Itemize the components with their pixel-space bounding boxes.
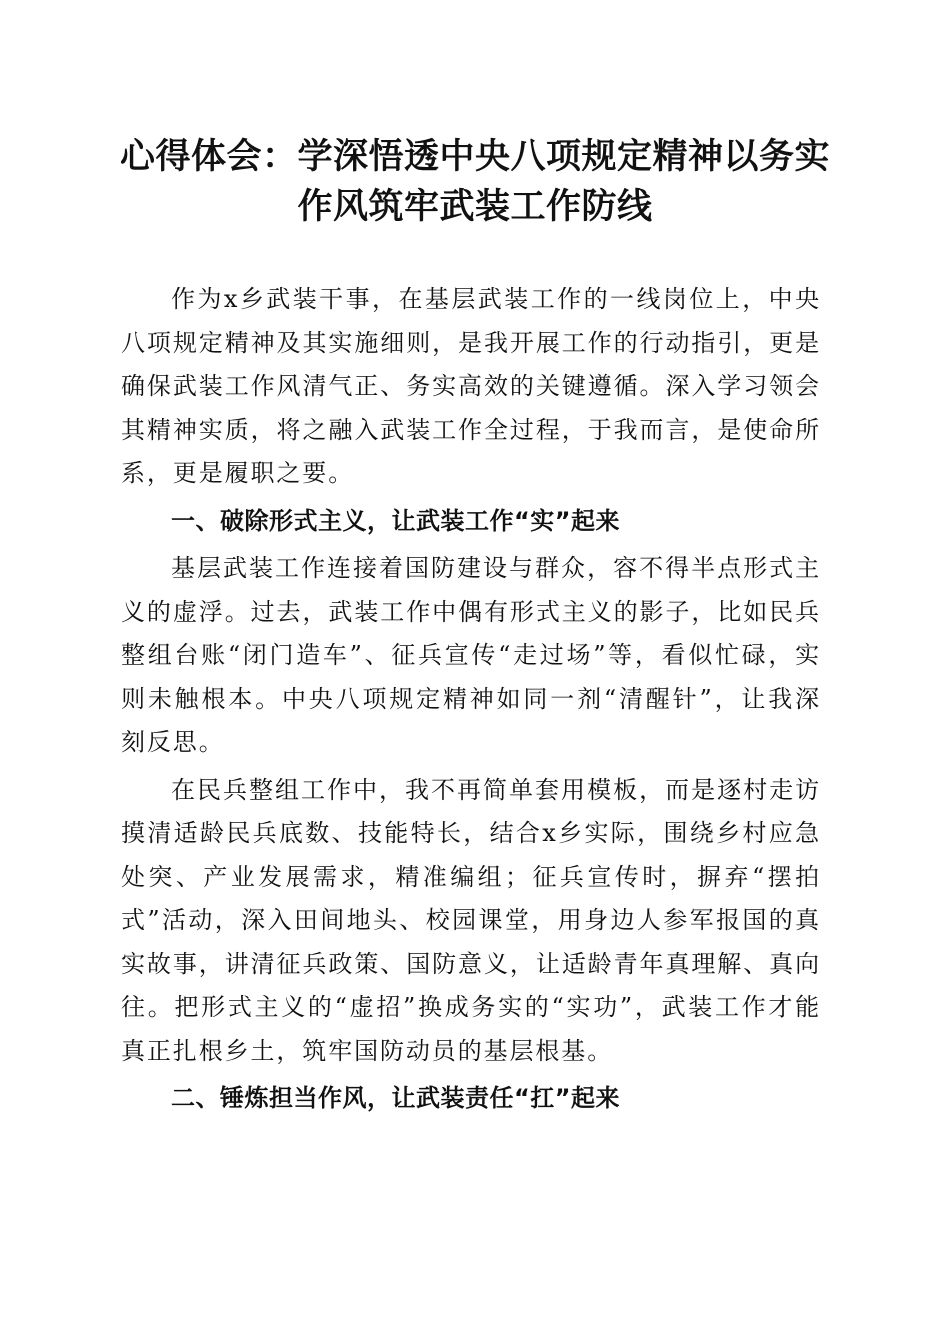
document-title bbox=[100, 132, 850, 232]
section-1-paragraph-2: 在民兵整组工作中，我不再简单套用模板，而是逐村走访摸清适龄民兵底数、技能特长，结合x乡实际，围绕乡村应急处突、产业发展需求，精准编组；征兵宣传时，摒弃“摆拍式”活动，深入田间地头、校园课堂，用身边人参军报国的真实故事，讲清征兵政策、国防意义，让适龄青年真理解、真向往。把形式主义的“虚招”换成务实的“实功”，武装工作才能真正扎根乡土，筑牢国防动员的基层根基。 bbox=[121, 775, 821, 1065]
title-line-2: 作风筑牢武装工作防线 bbox=[297, 186, 653, 227]
section-1-paragraph-1: 基层武装工作连接着国防建设与群众，容不得半点形式主义的虚浮。过去，武装工作中偶有形式主义的影子，比如民兵整组台账“闭门造车”、征兵宣传“走过场”等，看似忙碌，实则未触根本。中央八项规定精神如同一剂“清醒针”，让我深刻反思。 bbox=[121, 554, 821, 756]
document-body bbox=[121, 278, 821, 1121]
section-2-heading: 二、锤炼担当作风，让武装责任“扛”起来 bbox=[171, 1084, 621, 1112]
title-line-1: 心得体会：学深悟透中央八项规定精神以务实 bbox=[119, 136, 830, 177]
intro-paragraph: 作为x乡武装干事，在基层武装工作的一线岗位上，中央八项规定精神及其实施细则，是我开展工作的行动指引，更是确保武装工作风清气正、务实高效的关键遵循。深入学习领会其精神实质，将之融入武装工作全过程，于我而言，是使命所系，更是履职之要。 bbox=[121, 285, 821, 487]
section-1-heading: 一、破除形式主义，让武装工作“实”起来 bbox=[171, 506, 621, 535]
